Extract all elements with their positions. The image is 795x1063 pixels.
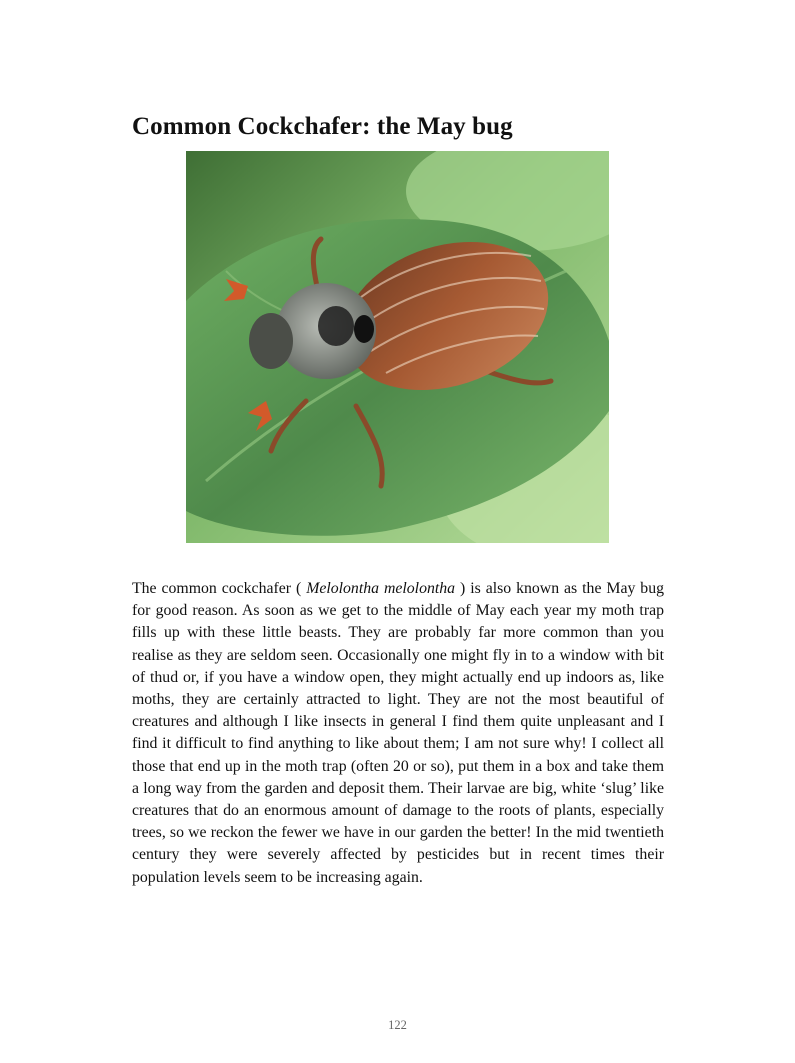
page-title: Common Cockchafer: the May bug bbox=[132, 112, 513, 140]
species-name: Melolontha melolontha bbox=[306, 580, 456, 597]
body-text-rest: ) is also known as the May bug for good reason. As soon as we get to the middle of May each year my moth trap fills up with these little beasts. They are probably far more common than you realise as they are seldom seen. Occasionally one might fly in to a window with bit of thud or, if you have a window open, they might actually end up indoors as, like moths, they are certainly attracted to light. They are not the most beautiful of creatures and although I like insects in general I find them quite unpleasant and I find it difficult to find anything to like about them; I am not sure why! I collect all those that end up in the moth trap (often 20 or so), put them in a box and take them a long way from the garden and deposit them. Their larvae are big, white ‘slug’ like creatures that do an enormous amount of damage to the roots of plants, especially trees, so we reckon the fewer we have in our garden the better! In the mid twentieth century they were severely affected by pesticides but in recent times their population levels seem to be increasing again. bbox=[132, 580, 665, 886]
page-number: 122 bbox=[388, 1018, 407, 1032]
body-paragraph bbox=[132, 578, 664, 889]
cockchafer-photo bbox=[186, 151, 609, 543]
body-text-start: The common cockchafer ( bbox=[132, 580, 307, 597]
